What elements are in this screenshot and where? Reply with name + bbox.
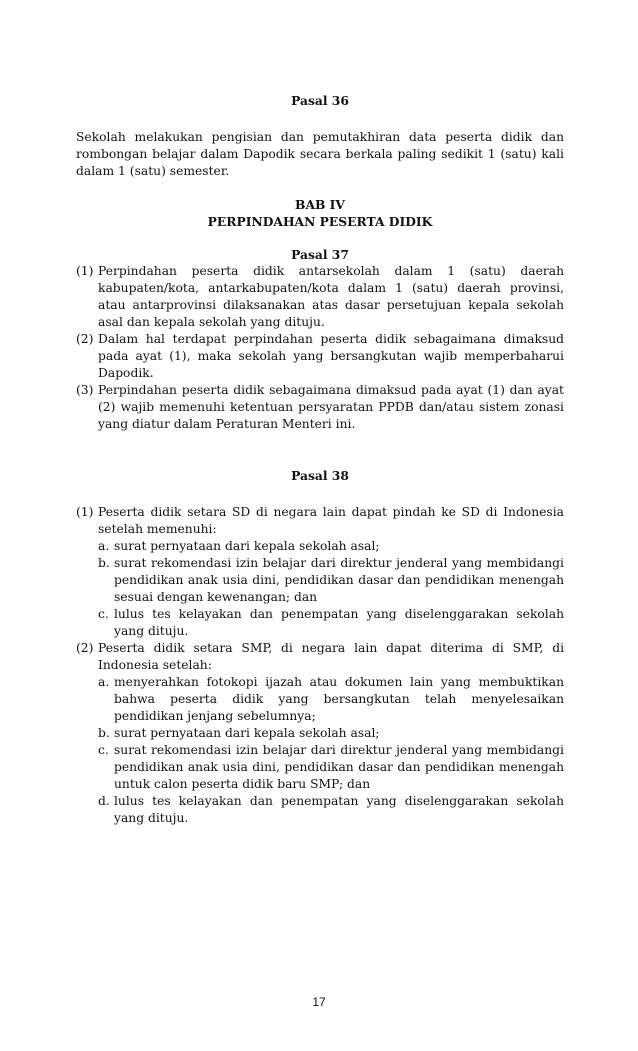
item-text: Dalam hal terdapat perpindahan peserta didik sebagaimana dimaksud pada ayat (1), maka sekolah yang bersangkutan wajib memperbaharui Dapodik. [98, 332, 564, 380]
pasal-38-item [76, 640, 564, 674]
sub-item [98, 606, 564, 640]
pasal-37-heading: Pasal 37 [291, 247, 349, 262]
sub-item-text: surat rekomendasi izin belajar dari direktur jenderal yang membidangi pendidikan anak usia dini, pendidikan dasar dan pendidikan menengah untuk calon peserta didik baru SMP; dan [114, 743, 564, 791]
pasal-36-heading: Pasal 36 [291, 93, 349, 108]
item-text: Perpindahan peserta didik sebagaimana dimaksud pada ayat (1) dan ayat (2) wajib memenuhi ketentuan persyaratan PPDB dan/atau sistem zonasi yang diatur dalam Peraturan Menteri ini. [98, 383, 564, 431]
sub-item-text: lulus tes kelayakan dan penempatan yang diselenggarakan sekolah yang dituju. [114, 794, 564, 825]
sub-item-text: surat pernyataan dari kepala sekolah asal; [114, 726, 380, 740]
page-number: 17 [312, 995, 326, 1009]
item-text: Perpindahan peserta didik antarsekolah dalam 1 (satu) daerah kabupaten/kota, antarkabupaten/kota dalam 1 (satu) daerah provinsi, atau antarprovinsi dilaksanakan atas dasar persetujuan kepala sekolah asal dan kepala sekolah yang dituju. [98, 264, 564, 329]
item-number: (2) [76, 332, 94, 346]
item-number: (3) [76, 383, 94, 397]
pasal-38-item [76, 504, 564, 538]
pasal-37-item [76, 263, 564, 331]
sub-item-text: menyerahkan fotokopi ijazah atau dokumen lain yang membuktikan bahwa peserta didik yang bersangkutan telah menyelesaikan pendidikan jenjang sebelumnya; [114, 675, 564, 723]
pasal-37-item [76, 331, 564, 382]
sub-item [98, 742, 564, 793]
sub-item-letter: a. [98, 539, 110, 553]
pasal-36-text: Sekolah melakukan pengisian dan pemutakhiran data peserta didik dan rombongan belajar dalam Dapodik secara berkala paling sedikit 1 (satu) kali dalam 1 (satu) semester. [76, 130, 564, 178]
pasal-38-heading: Pasal 38 [291, 468, 349, 483]
sub-item [98, 725, 564, 742]
sub-item-text: lulus tes kelayakan dan penempatan yang diselenggarakan sekolah yang dituju. [114, 607, 564, 638]
sub-item-letter: a. [98, 675, 110, 689]
item-number: (2) [76, 641, 94, 655]
item-text: Peserta didik setara SMP, di negara lain dapat diterima di SMP, di Indonesia setelah: [98, 641, 564, 672]
sub-item-letter: d. [98, 794, 110, 808]
bab-number: BAB IV [295, 197, 345, 212]
sub-item [98, 674, 564, 725]
sub-item-text: surat pernyataan dari kepala sekolah asal; [114, 539, 380, 553]
sub-item-letter: c. [98, 607, 109, 621]
sub-item [98, 555, 564, 606]
item-number: (1) [76, 264, 94, 278]
sub-item [98, 793, 564, 827]
sub-item-text: surat rekomendasi izin belajar dari direktur jenderal yang membidangi pendidikan anak usia dini, pendidikan dasar dan pendidikan menengah sesuai dengan kewenangan; dan [114, 556, 564, 604]
sub-item-letter: b. [98, 556, 110, 570]
sub-item-letter: c. [98, 743, 109, 757]
bab-title: PERPINDAHAN PESERTA DIDIK [207, 214, 433, 229]
pasal-38-list [76, 504, 564, 827]
item-text: Peserta didik setara SD di negara lain dapat pindah ke SD di Indonesia setelah memenuhi: [98, 505, 564, 536]
pasal-37-list [76, 263, 564, 433]
sub-item [98, 538, 564, 555]
item-number: (1) [76, 505, 94, 519]
pasal-37-item [76, 382, 564, 433]
sub-item-letter: b. [98, 726, 110, 740]
document-page [76, 92, 564, 827]
